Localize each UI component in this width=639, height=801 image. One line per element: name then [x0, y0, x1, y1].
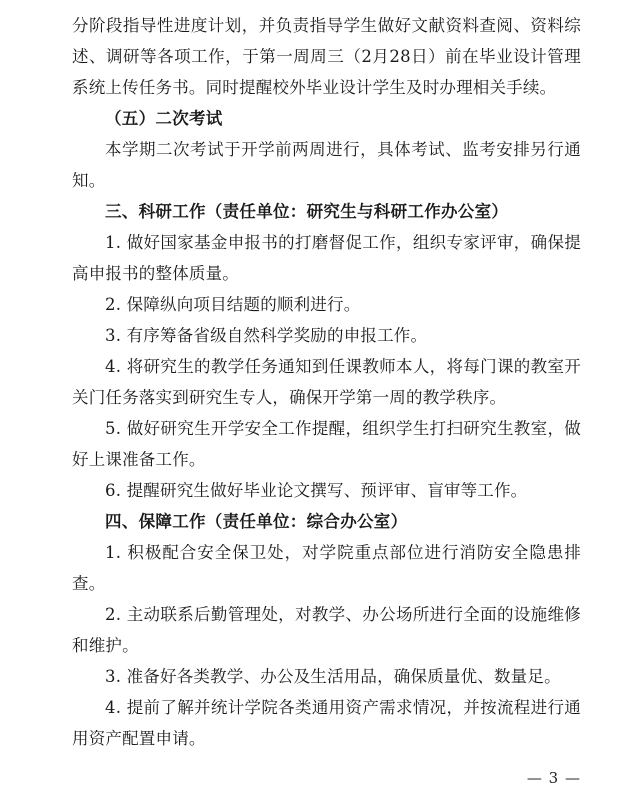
- list-item: 4. 将研究生的教学任务通知到任课教师本人，将每门课的教室开关门任务落实到研究生专人，确保开学第一周的教学秩序。: [72, 357, 581, 407]
- page-number: — 3 —: [526, 769, 581, 787]
- list-item: 6. 提醒研究生做好毕业论文撰写、预评审、盲审等工作。: [105, 481, 528, 500]
- paragraph-second-exam-detail: 本学期二次考试于开学前两周进行，具体考试、监考安排另行通知。: [72, 140, 581, 190]
- list-item: 3. 准备好各类教学、办公及生活用品，确保质量优、数量足。: [105, 667, 561, 686]
- list-item: 1. 积极配合安全保卫处，对学院重点部位进行消防安全隐患排查。: [72, 543, 581, 593]
- list-item: 2. 保障纵向项目结题的顺利进行。: [105, 295, 361, 314]
- list-item: 3. 有序筹备省级自然科学奖励的申报工作。: [105, 326, 428, 345]
- list-item: 4. 提前了解并统计学院各类通用资产需求情况，并按流程进行通用资产配置申请。: [72, 698, 581, 748]
- list-item: 5. 做好研究生开学安全工作提醒，组织学生打扫研究生教室，做好上课准备工作。: [72, 419, 581, 469]
- list-item: 2. 主动联系后勤管理处，对教学、办公场所进行全面的设施维修和维护。: [72, 605, 581, 655]
- list-item: 1. 做好国家基金申报书的打磨督促工作，组织专家评审，确保提高申报书的整体质量。: [72, 233, 581, 283]
- heading-section-three: 三、科研工作（责任单位：研究生与科研工作办公室）: [105, 202, 509, 221]
- document-body: [72, 10, 581, 754]
- sub-heading-second-exam: （五）二次考试: [105, 109, 223, 128]
- paragraph-continuation: 分阶段指导性进度计划，并负责指导学生做好文献资料查阅、资料综述、调研等各项工作，于第一周周三（2月28日）前在毕业设计管理系统上传任务书。同时提醒校外毕业设计学生及时办理相关手续。: [72, 16, 581, 97]
- heading-section-four: 四、保障工作（责任单位：综合办公室）: [105, 512, 408, 531]
